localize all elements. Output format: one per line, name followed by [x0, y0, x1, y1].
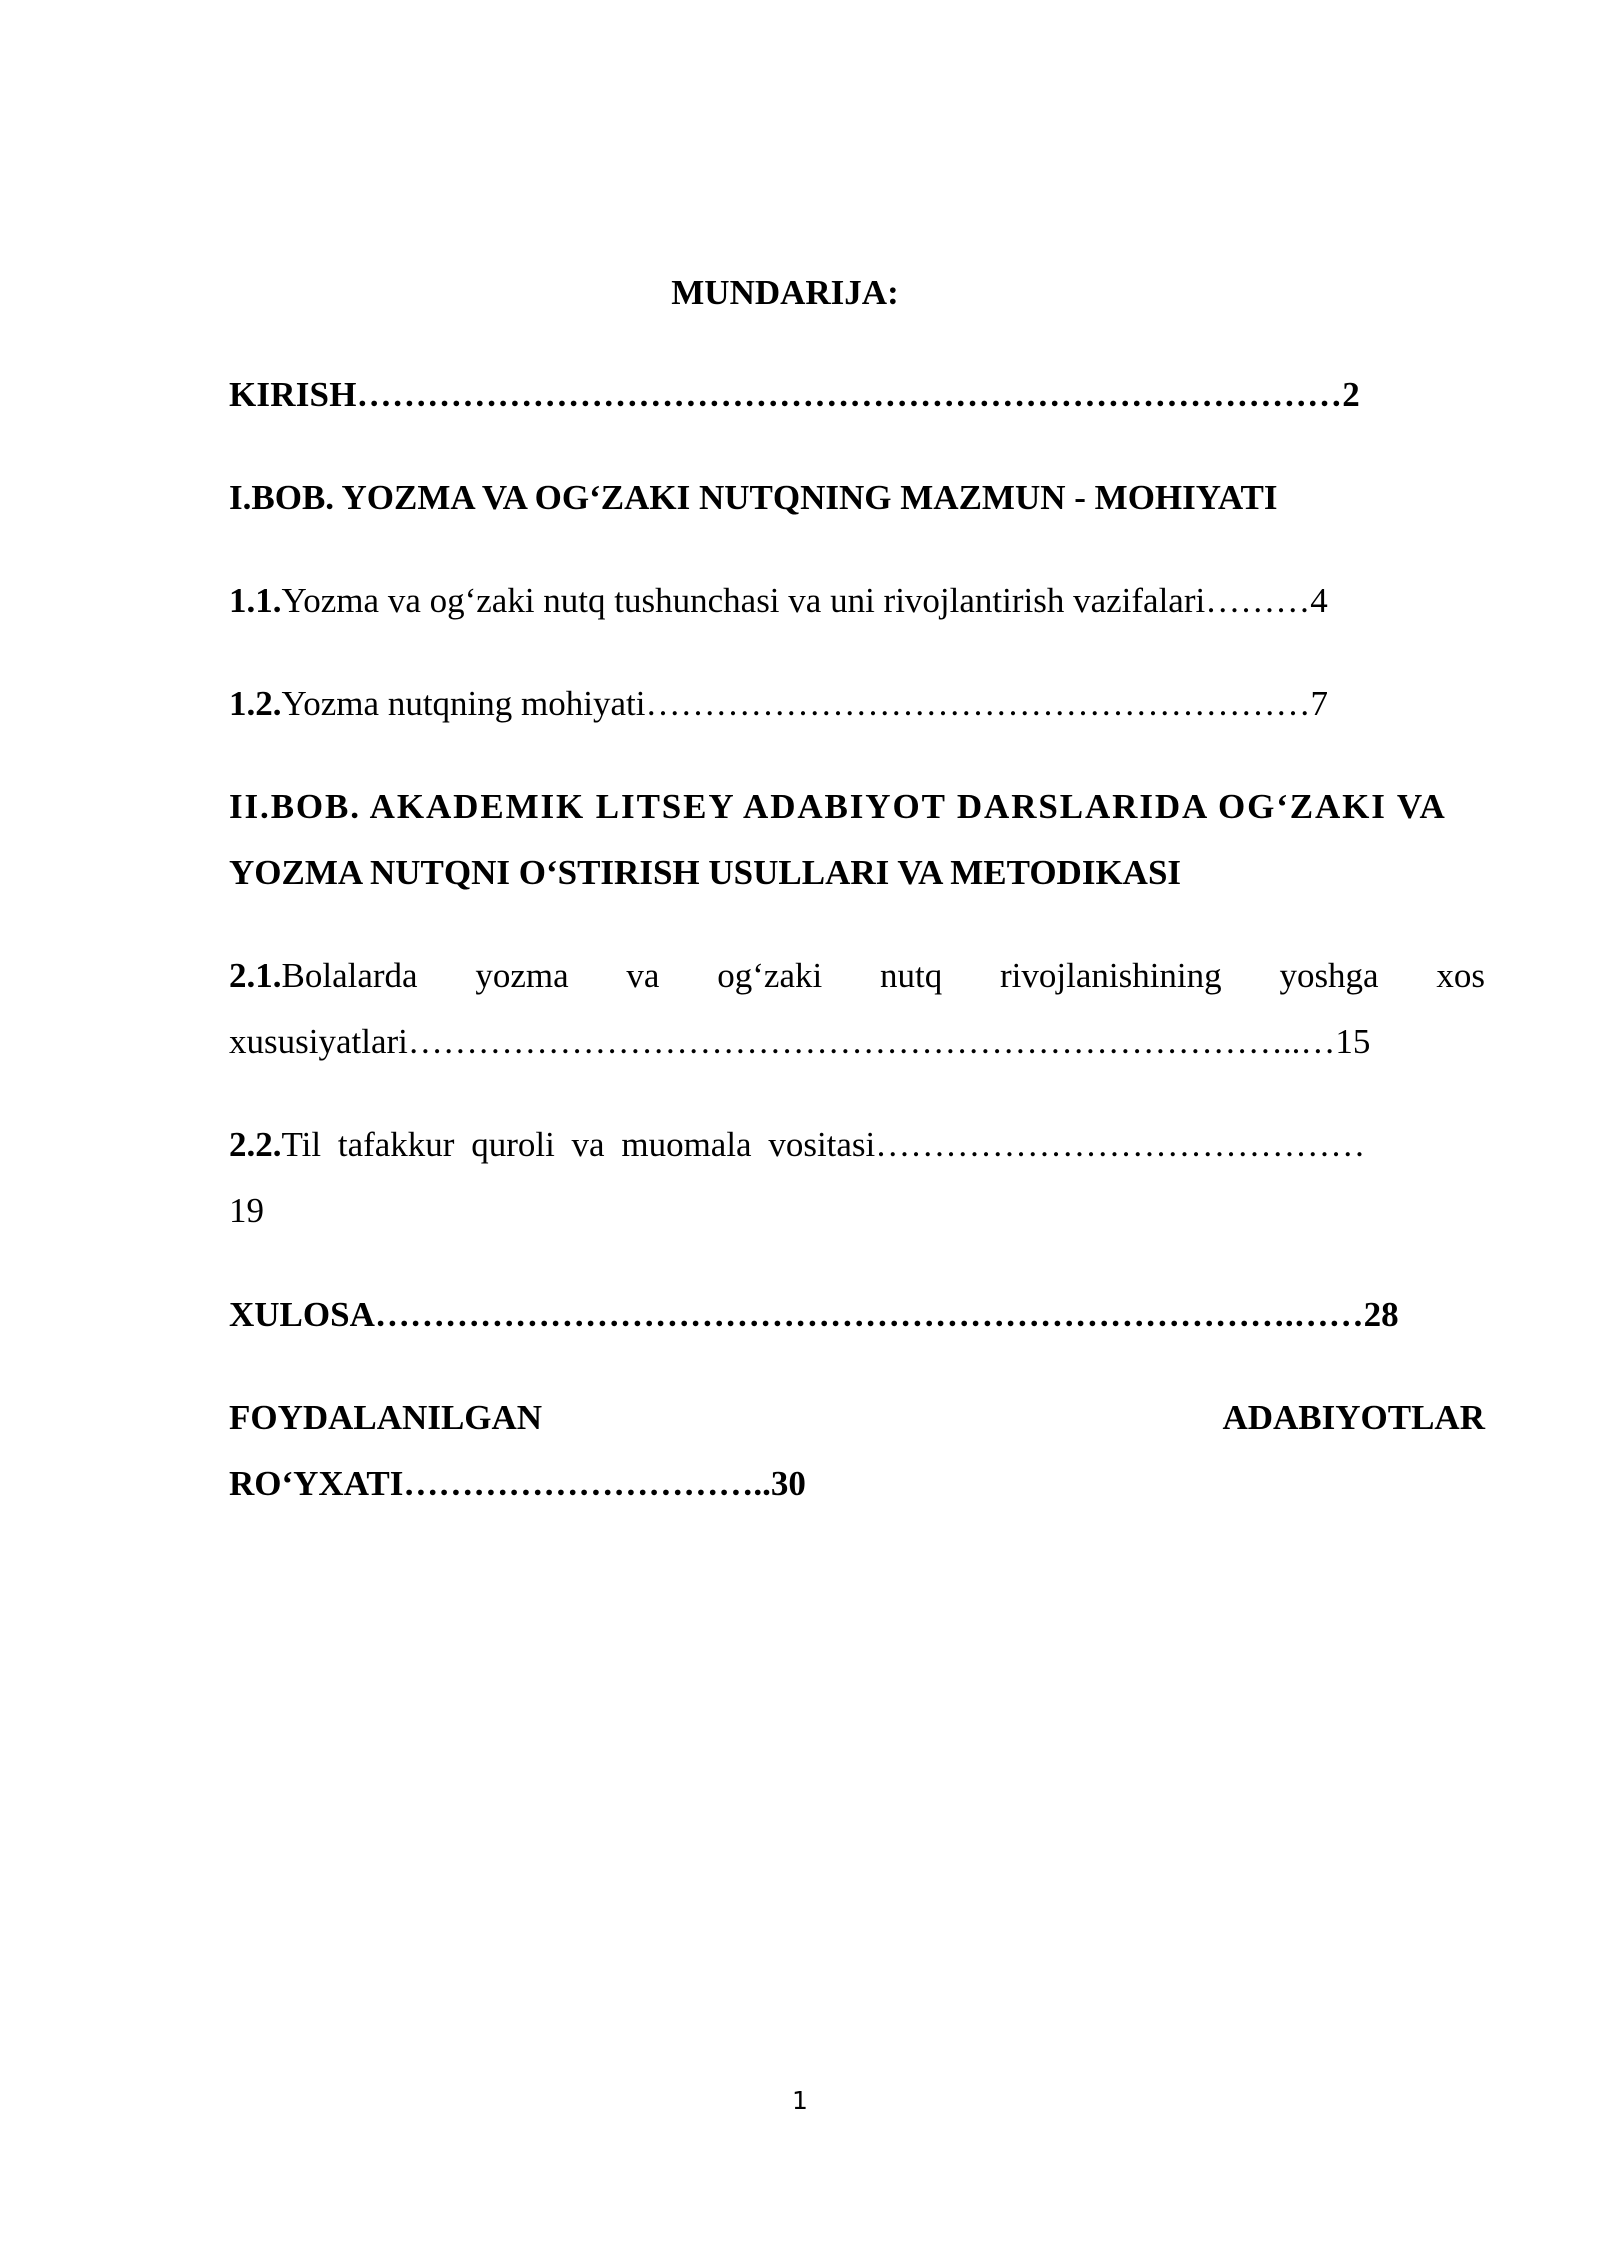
- toc-entry-2-1-word-6: rivojlanishining: [1000, 956, 1222, 995]
- toc-entry-chapter-2: [229, 774, 1485, 906]
- toc-entry-2-1-word-1: [229, 943, 418, 1009]
- toc-entry-chapter-2-line-2: YOZMA NUTQNI O‘STIRISH USULLARI VA METODIKASI: [229, 853, 1182, 892]
- toc-heading: MUNDARIJA:: [671, 273, 899, 312]
- toc-entry-chapter-2-line-1: [229, 774, 1485, 840]
- toc-entry-chapter-1-text: I.BOB. YOZMA VA OG‘ZAKI NUTQNING MAZMUN - MOHIYATI: [229, 478, 1278, 517]
- toc-entry-xulosa-text: XULOSA…………………………………………………………………….……28: [229, 1295, 1399, 1334]
- toc-entry-2-1-number: 2.1.: [229, 956, 282, 995]
- toc-entry-xulosa: [229, 1282, 1485, 1348]
- toc-entry-2-1-word-3: va: [626, 956, 660, 995]
- toc-entry-1-2-text: Yozma nutqning mohiyati…………………………………………………7: [281, 684, 1328, 723]
- toc-entry-kirish-text: KIRISH…………………………………………………………………………2: [229, 375, 1360, 414]
- toc-entry-2-2-number: 2.2.: [229, 1125, 282, 1164]
- toc-entry-1-1: [229, 568, 1485, 634]
- toc-entry-chapter-2-line-1-text: II.BOB. AKADEMIK LITSEY ADABIYOT DARSLARIDA OG‘ZAKI VA: [229, 787, 1447, 826]
- toc-entry-adabiyotlar-left: FOYDALANILGAN: [229, 1398, 543, 1437]
- toc-entry-2-2-line-1: [229, 1112, 1485, 1178]
- toc-entry-2-1: [229, 943, 1485, 1075]
- toc-entry-adabiyotlar-line-2: RO‘YXATI…………………………..30: [229, 1464, 806, 1503]
- toc-entry-2-1-word-7: yoshga: [1279, 956, 1379, 995]
- toc-entry-kirish: [229, 362, 1485, 428]
- toc-entry-adabiyotlar-right: ADABIYOTLAR: [1222, 1398, 1485, 1437]
- toc-entry-2-1-line-1: [229, 943, 1485, 1009]
- toc-entry-2-1-word-8: xos: [1436, 956, 1485, 995]
- toc-entry-2-1-word-1-text: Bolalarda: [281, 956, 418, 995]
- toc-entry-adabiyotlar: [229, 1385, 1485, 1517]
- toc-entry-2-2: [229, 1112, 1485, 1244]
- toc-entry-2-1-word-2: yozma: [475, 956, 569, 995]
- toc-entry-1-2-number: 1.2.: [229, 684, 282, 723]
- toc-entry-2-2-text: Til tafakkur quroli va muomala vositasi……………………………………: [281, 1125, 1366, 1164]
- toc-entry-chapter-1: [229, 465, 1485, 531]
- toc-entry-2-1-word-5: nutq: [879, 956, 943, 995]
- toc-entry-1-1-text: Yozma va og‘zaki nutq tushunchasi va uni rivojlantirish vazifalari………4: [281, 581, 1328, 620]
- toc-entry-2-2-page: 19: [229, 1191, 264, 1230]
- toc-entry-adabiyotlar-line-1: [229, 1385, 1485, 1451]
- toc-entry-1-1-number: 1.1.: [229, 581, 282, 620]
- page-number: 1: [792, 2086, 808, 2115]
- toc-entry-2-1-line-2: xususiyatlari…………………………………………………………………..…15: [229, 1022, 1371, 1061]
- toc-entry-1-2: [229, 671, 1485, 737]
- toc-entry-2-1-word-4: og‘zaki: [717, 956, 823, 995]
